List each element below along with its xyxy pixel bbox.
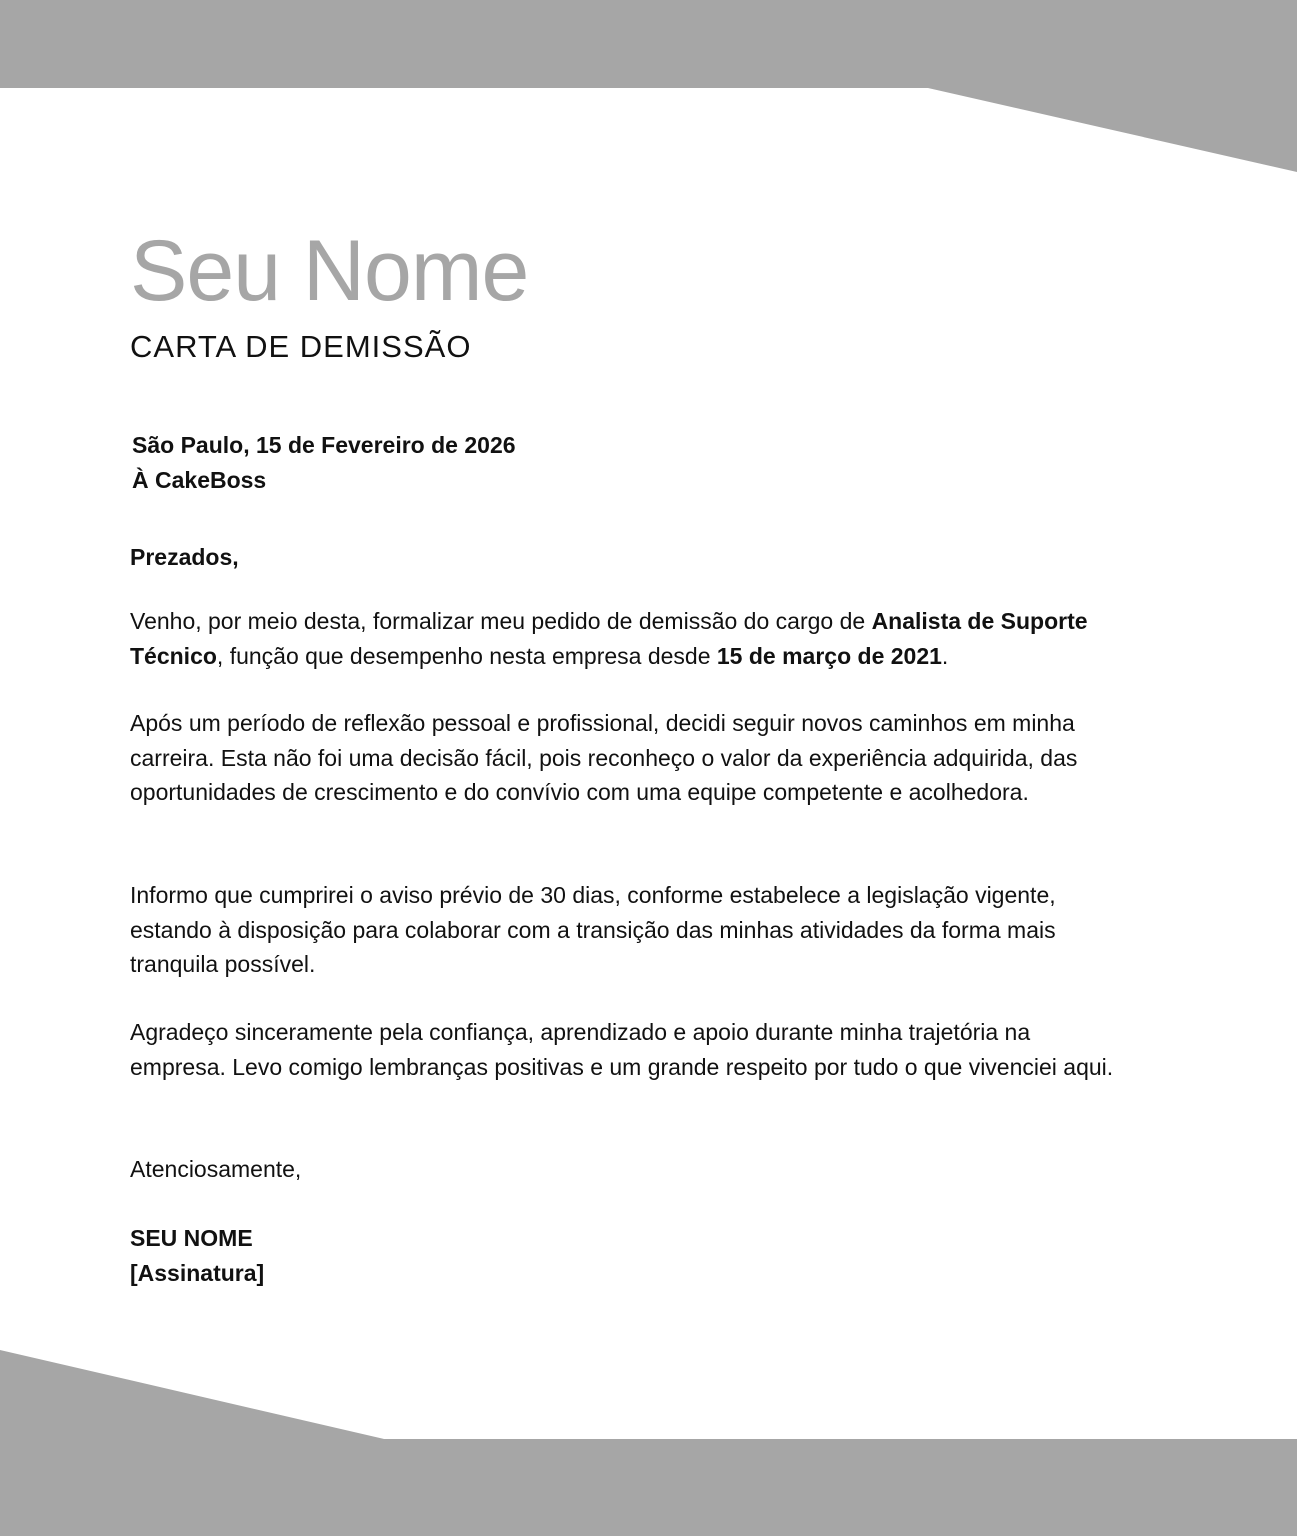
document-subtitle: CARTA DE DEMISSÃO <box>130 329 472 364</box>
signature-placeholder: [Assinatura] <box>130 1260 265 1286</box>
bottom-band-shape <box>0 1350 1297 1536</box>
top-band-shape <box>0 0 1297 172</box>
job-role: Analista de Suporte Técnico <box>130 608 1088 669</box>
paragraph-3: Informo que cumprirei o aviso prévio de 30 dias, conforme estabelece a legislação vigente, estando à disposição para colaborar com a transição das minhas atividades da forma mais tranquila possível. <box>130 882 1056 977</box>
recipient: À CakeBoss <box>132 467 267 493</box>
paragraph-4: Agradeço sinceramente pela confiança, aprendizado e apoio durante minha trajetória na empresa. Levo comigo lembranças positivas e um grande respeito por tudo o que vivenciei aqui. <box>130 1019 1114 1080</box>
greeting: Prezados, <box>130 544 239 570</box>
start-date: 15 de março de 2021 <box>716 642 942 669</box>
place-and-date: São Paulo, 15 de Fevereiro de 2026 <box>132 432 516 458</box>
paragraph-2: Após um período de reflexão pessoal e profissional, decidi seguir novos caminhos em minha carreira. Esta não foi uma decisão fácil, pois reconheço o valor da experiência adquirida, das oportunidades de crescimento e do convívio com uma equipe competente e acolhedora. <box>130 710 1078 805</box>
paragraph-1-text-c: . <box>941 642 949 669</box>
bottom-gray-band <box>0 1350 1297 1536</box>
paragraph-1 <box>130 604 1130 673</box>
signature-name: SEU NOME <box>130 1225 253 1251</box>
closing: Atenciosamente, <box>130 1156 302 1182</box>
paragraph-1-text-b: , função que desempenho nesta empresa desde <box>216 642 717 669</box>
top-gray-band <box>0 0 1297 172</box>
sender-name: Seu Nome <box>130 223 529 319</box>
paragraph-1-text-a: Venho, por meio desta, formalizar meu pedido de demissão do cargo de <box>130 608 872 634</box>
